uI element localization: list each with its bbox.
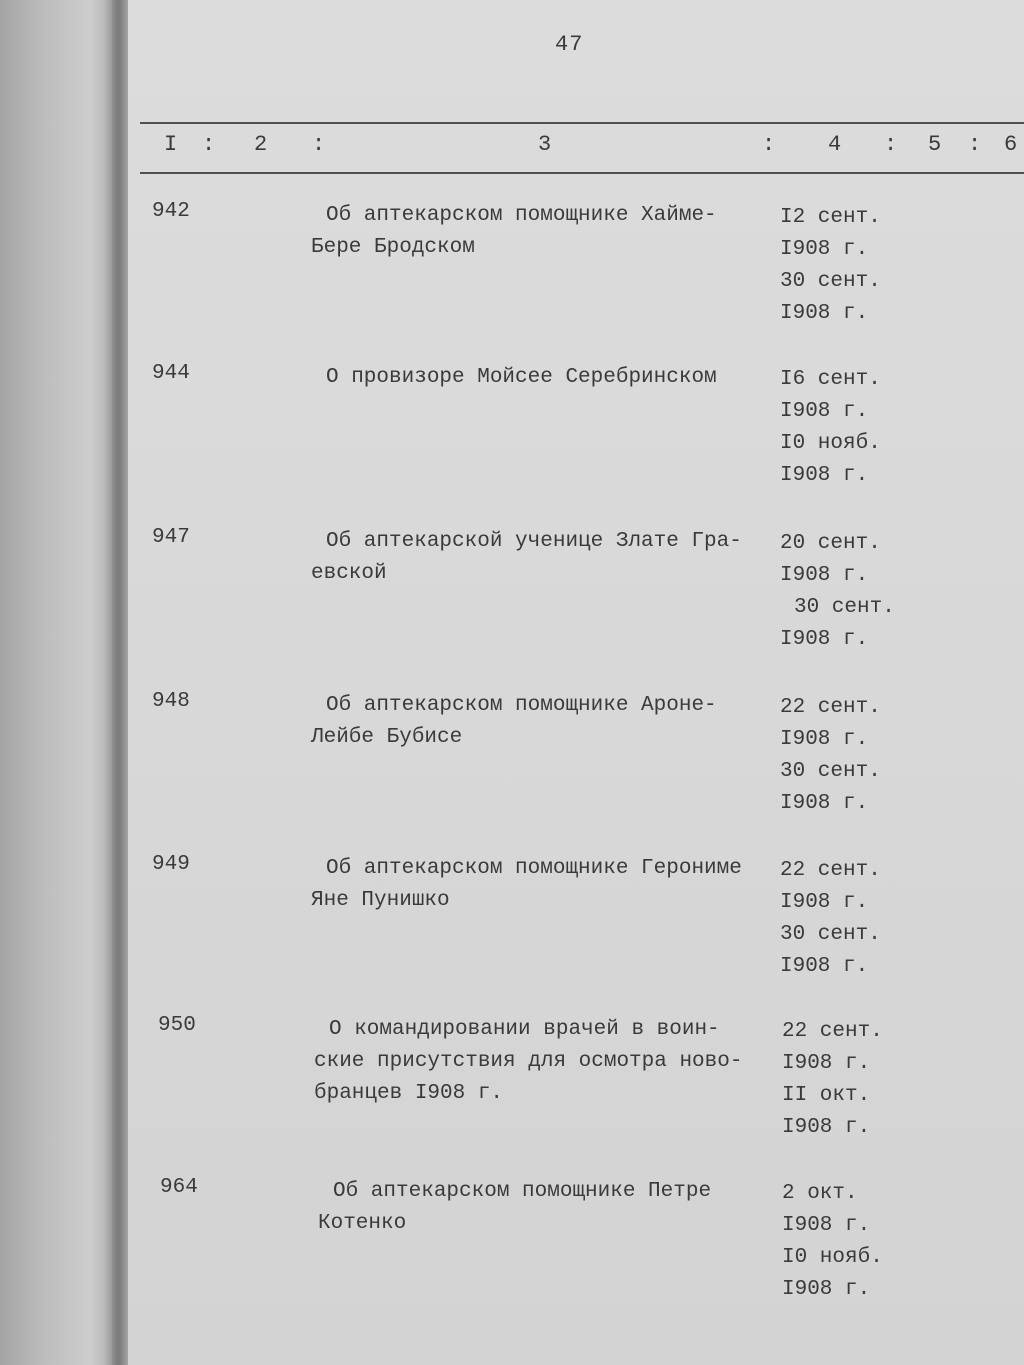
entry-title-line: Об аптекарском помощнике Хайме- [326, 204, 717, 227]
entry-title-line: Яне Пунишко [311, 889, 450, 912]
inventory-entry-947 [128, 526, 1024, 676]
entry-end-day: 30 сент. [780, 270, 881, 293]
inventory-entry-964 [128, 1176, 1024, 1326]
entry-number: 948 [152, 690, 190, 713]
column-separator: : [884, 132, 898, 157]
entry-title [314, 1014, 784, 1110]
entry-title-line: О провизоре Мойсее Серебринском [326, 366, 717, 389]
entry-start-day: 22 сент. [780, 859, 881, 882]
entry-start-year: I908 г. [780, 728, 869, 751]
entry-title [311, 200, 781, 264]
column-header-5: 5 [928, 132, 942, 157]
entry-start-year: I908 г. [780, 891, 869, 914]
entry-end-year: I908 г. [780, 302, 869, 325]
entry-title-line: бранцев I908 г. [314, 1082, 504, 1105]
entry-number: 964 [160, 1176, 198, 1199]
entry-title-line: евской [311, 562, 387, 585]
header-rule-top [140, 122, 1024, 124]
document-page [128, 0, 1024, 1365]
entry-title [318, 1176, 788, 1240]
column-separator: : [312, 132, 326, 157]
entry-number: 944 [152, 362, 190, 385]
entry-end-day: 30 сент. [780, 923, 881, 946]
entry-start-day: I2 сент. [780, 206, 881, 229]
entry-end-year: I908 г. [782, 1116, 871, 1139]
entry-dates [782, 1178, 883, 1306]
entry-title [311, 526, 781, 590]
entry-start-year: I908 г. [780, 238, 869, 261]
column-separator: : [762, 132, 776, 157]
inventory-entry-948 [128, 690, 1024, 840]
entry-title-line: Бере Бродском [311, 236, 475, 259]
column-header-2: 2 [254, 132, 268, 157]
entry-start-day: 2 окт. [782, 1182, 858, 1205]
entry-number: 949 [152, 853, 190, 876]
entry-start-year: I908 г. [782, 1052, 871, 1075]
entry-title-line: Об аптекарском помощнике Петре [333, 1180, 712, 1203]
entry-dates [780, 855, 881, 983]
entry-title-line: Котенко [318, 1212, 407, 1235]
entry-number: 947 [152, 526, 190, 549]
entry-end-year: I908 г. [780, 464, 869, 487]
column-header-1: I [164, 132, 178, 157]
header-rule-bottom [140, 172, 1024, 174]
page-number: 47 [555, 32, 584, 57]
entry-title-line: Лейбе Бубисе [311, 726, 463, 749]
entry-end-day: 30 сент. [794, 596, 895, 619]
entry-end-year: I908 г. [780, 955, 869, 978]
entry-dates [780, 202, 881, 330]
entry-end-day: I0 нояб. [782, 1246, 883, 1269]
entry-start-day: 22 сент. [780, 696, 881, 719]
column-header-6: 6 [1004, 132, 1018, 157]
inventory-entry-949 [128, 853, 1024, 1003]
entry-dates [780, 364, 881, 492]
column-separator: : [202, 132, 216, 157]
entry-dates [780, 692, 881, 820]
entry-end-day: II окт. [782, 1084, 871, 1107]
entry-start-day: 20 сент. [780, 532, 881, 555]
entry-number: 942 [152, 200, 190, 223]
entry-start-day: 22 сент. [782, 1020, 883, 1043]
entry-number: 950 [158, 1014, 196, 1037]
entry-start-day: I6 сент. [780, 368, 881, 391]
column-separator: : [968, 132, 982, 157]
entry-end-year: I908 г. [782, 1278, 871, 1301]
entry-title-line: Об аптекарском помощнике Ароне- [326, 694, 717, 717]
entry-title [311, 690, 781, 754]
entry-dates [780, 528, 895, 656]
column-header-4: 4 [828, 132, 842, 157]
entry-title [311, 362, 781, 394]
entry-title [311, 853, 781, 917]
entry-end-year: I908 г. [780, 792, 869, 815]
entry-end-day: 30 сент. [780, 760, 881, 783]
entry-start-year: I908 г. [780, 400, 869, 423]
inventory-entry-950 [128, 1014, 1024, 1164]
entry-start-year: I908 г. [780, 564, 869, 587]
entry-start-year: I908 г. [782, 1214, 871, 1237]
entry-title-line: Об аптекарской ученице Злате Гра- [326, 530, 742, 553]
entry-title-line: Об аптекарском помощнике Герониме [326, 857, 742, 880]
inventory-entry-944 [128, 362, 1024, 512]
entry-title-line: ские присутствия для осмотра ново- [314, 1050, 743, 1073]
entry-end-day: I0 нояб. [780, 432, 881, 455]
entry-end-year: I908 г. [780, 628, 869, 651]
column-header-3: 3 [538, 132, 552, 157]
entry-title-line: О командировании врачей в воин- [329, 1018, 720, 1041]
entry-dates [782, 1016, 883, 1144]
facing-page-edge [0, 0, 112, 1365]
inventory-entry-942 [128, 200, 1024, 350]
